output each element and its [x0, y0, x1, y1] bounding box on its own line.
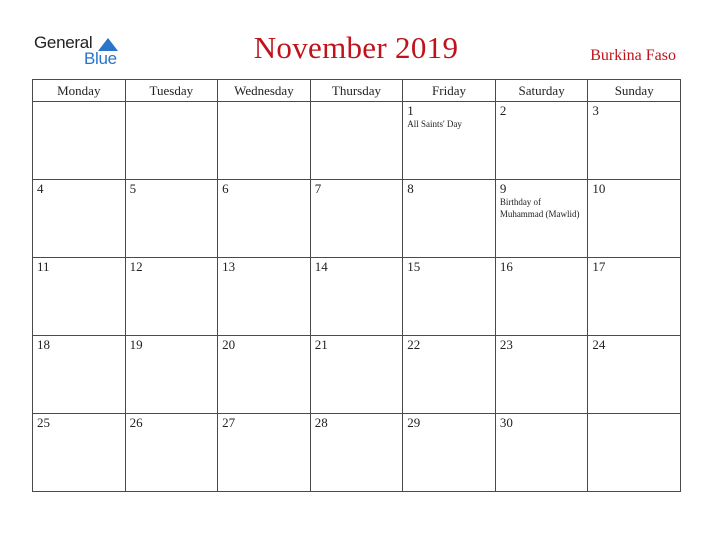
day-cell	[218, 102, 311, 180]
day-cell	[310, 258, 403, 336]
day-cell	[218, 258, 311, 336]
day-cell	[125, 336, 218, 414]
day-number: 29	[407, 415, 421, 430]
day-cell	[33, 414, 126, 492]
week-row	[33, 180, 681, 258]
logo-text-general: General	[34, 33, 93, 52]
day-cell	[33, 258, 126, 336]
day-cell	[310, 336, 403, 414]
day-number: 16	[499, 259, 513, 274]
weekday-header: Sunday	[588, 80, 681, 102]
day-number: 3	[592, 103, 599, 118]
day-number: 20	[222, 337, 236, 352]
day-cell	[125, 414, 218, 492]
day-cell	[125, 180, 218, 258]
weekday-header: Friday	[403, 80, 496, 102]
day-number: 8	[407, 181, 414, 196]
weekday-header: Wednesday	[218, 80, 311, 102]
day-number: 30	[499, 415, 513, 430]
day-number: 5	[129, 181, 137, 196]
day-cell	[495, 180, 588, 258]
day-cell	[310, 102, 403, 180]
day-number: 18	[37, 337, 50, 352]
day-number: 23	[499, 337, 513, 352]
day-cell	[495, 258, 588, 336]
day-number: 11	[37, 259, 50, 274]
day-cell	[33, 336, 126, 414]
day-number: 27	[222, 415, 236, 430]
day-number: 25	[37, 415, 50, 430]
day-number: 28	[314, 415, 328, 430]
weekday-header: Monday	[33, 80, 126, 102]
day-cell	[403, 180, 496, 258]
day-cell	[403, 336, 496, 414]
day-cell	[125, 102, 218, 180]
holiday-label: All Saints' Day	[407, 119, 462, 129]
day-number: 7	[314, 181, 322, 196]
logo-text-blue: Blue	[84, 49, 117, 68]
day-number: 15	[407, 259, 421, 274]
week-row	[33, 258, 681, 336]
weekday-header: Saturday	[495, 80, 588, 102]
day-cell	[495, 414, 588, 492]
country-name: Burkina Faso	[590, 47, 676, 64]
day-cell	[403, 258, 496, 336]
day-cell	[588, 258, 681, 336]
day-cell	[588, 414, 681, 492]
day-cell	[403, 102, 496, 180]
day-number: 21	[314, 337, 328, 352]
day-number: 9	[499, 181, 507, 196]
calendar-title: November 2019	[253, 30, 459, 65]
day-number: 14	[314, 259, 328, 274]
week-row	[33, 336, 681, 414]
day-cell	[125, 258, 218, 336]
day-number: 19	[129, 337, 143, 352]
day-cell	[588, 180, 681, 258]
day-cell	[33, 180, 126, 258]
day-number: 17	[592, 259, 606, 274]
day-cell	[310, 414, 403, 492]
day-number: 4	[37, 181, 44, 196]
week-row	[33, 414, 681, 492]
day-number: 26	[129, 415, 143, 430]
day-cell	[588, 336, 681, 414]
weekday-header: Thursday	[310, 80, 403, 102]
day-number: 13	[222, 259, 236, 274]
calendar-grid	[32, 79, 681, 492]
day-number: 1	[407, 103, 414, 118]
day-cell	[588, 102, 681, 180]
day-cell	[218, 180, 311, 258]
day-number: 12	[129, 259, 143, 274]
day-cell	[403, 414, 496, 492]
holiday-label: Birthday of Muhammad (Mawlid)	[499, 197, 580, 219]
day-cell	[218, 414, 311, 492]
weekday-header: Tuesday	[125, 80, 218, 102]
day-cell	[218, 336, 311, 414]
day-cell	[495, 336, 588, 414]
day-number: 10	[592, 181, 606, 196]
weekday-header-row	[33, 80, 681, 102]
day-cell	[310, 180, 403, 258]
day-number: 2	[499, 103, 507, 118]
day-number: 6	[222, 181, 229, 196]
day-number: 24	[592, 337, 606, 352]
day-number: 22	[407, 337, 421, 352]
day-cell	[33, 102, 126, 180]
day-cell	[495, 102, 588, 180]
week-row	[33, 102, 681, 180]
